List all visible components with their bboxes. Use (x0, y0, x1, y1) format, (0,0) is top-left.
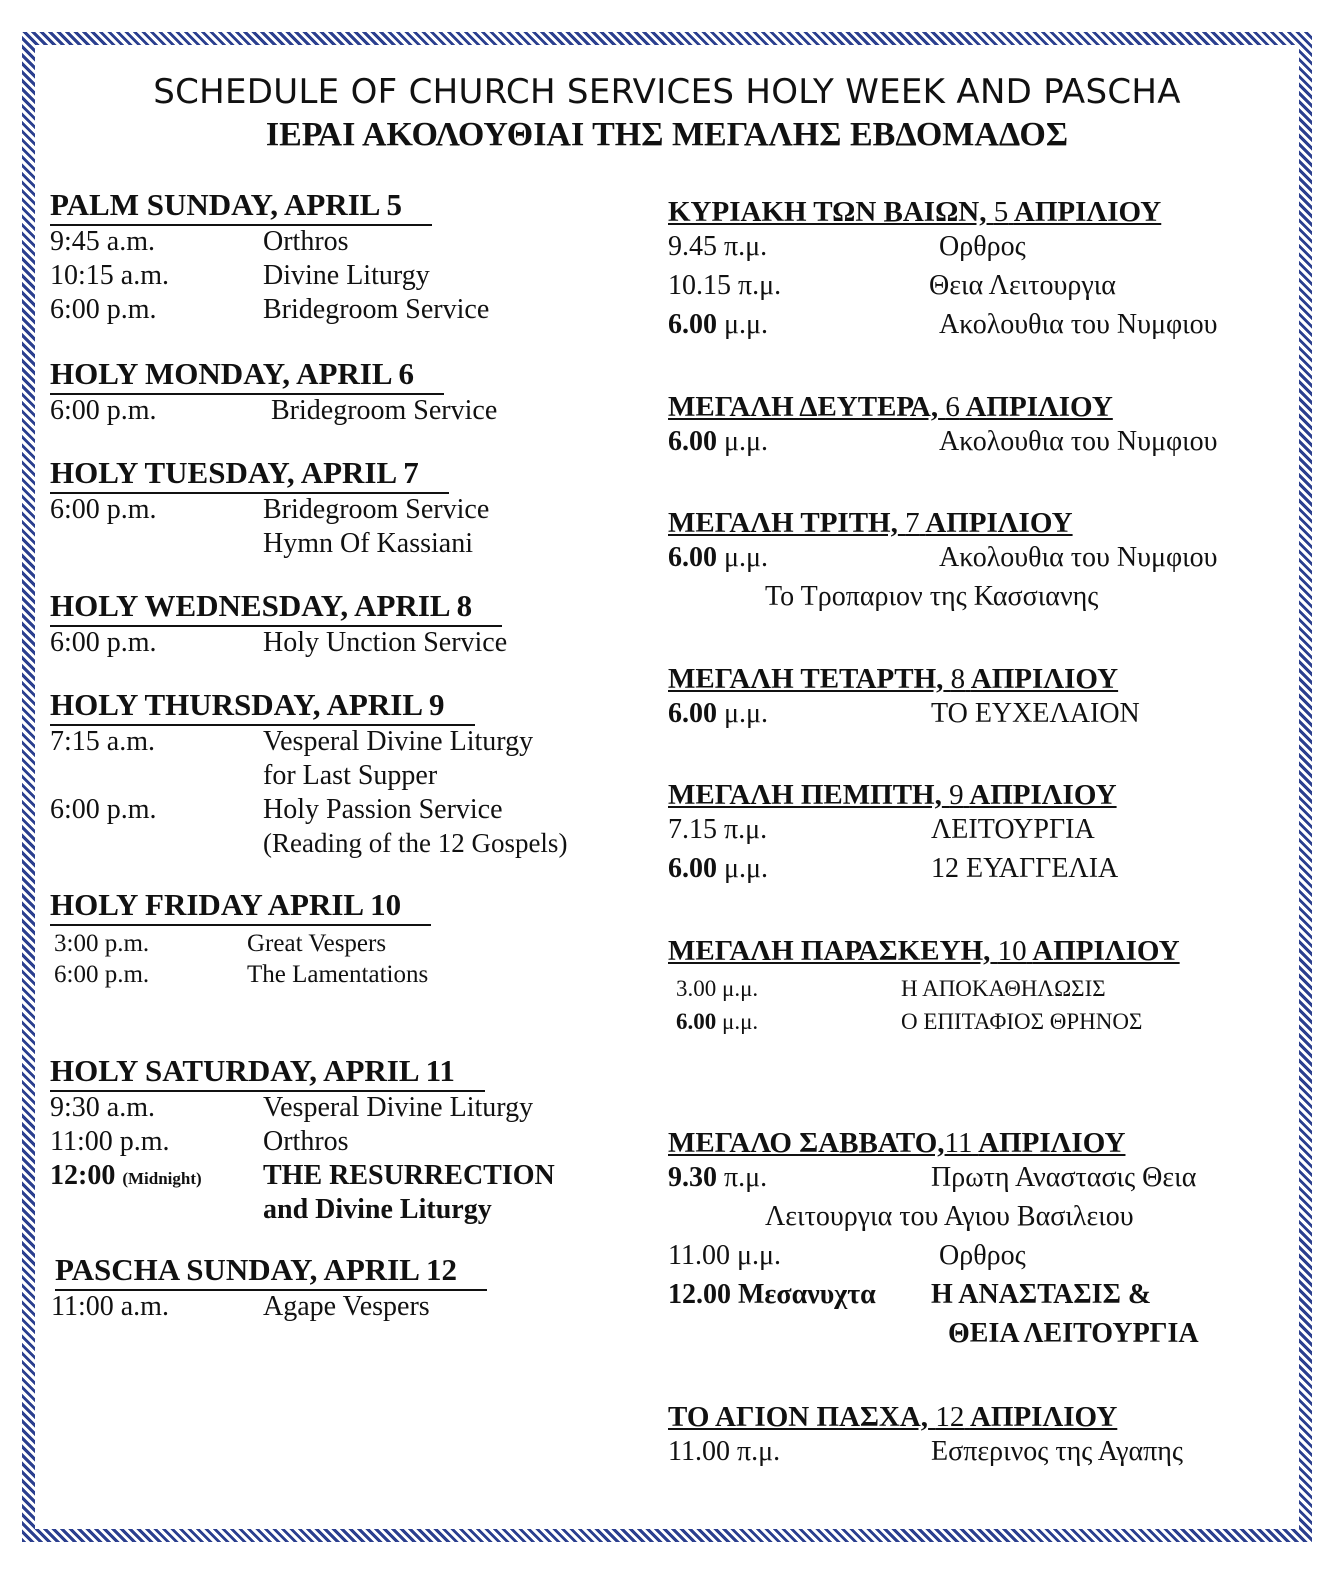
service-name: ΤΟ ΕΥΧΕΛΑΙΟΝ (931, 698, 1140, 729)
service-name: Ακολουθια του Νυμφιου (939, 542, 1218, 573)
section-megali-deftera (668, 388, 1218, 465)
service-time: 3.00 μ.μ. (676, 976, 759, 1001)
section-heading (668, 193, 1161, 231)
section-heading: HOLY TUESDAY, APRIL 7 (50, 454, 449, 494)
section-heading: ΜΕΓΑΛΗ ΤΡΙΤΗ, 7 ΑΠΡΙΛΙΟΥ (668, 507, 1073, 539)
service-time: 12.00 Μεσανυχτα (668, 1279, 876, 1310)
service-name: Great Vespers (247, 930, 387, 957)
service-name: The Lamentations (247, 961, 429, 988)
service-time: 11:00 a.m. (51, 1291, 169, 1322)
section-pascha-sunday (51, 1251, 487, 1325)
service-time: 6:00 p.m. (50, 395, 157, 426)
service-time: 6.00 μ.μ. (668, 309, 769, 340)
section-holy-friday (50, 886, 431, 992)
section-megali-paraskevi (668, 932, 1180, 1042)
section-agion-pascha (668, 1398, 1183, 1475)
section-heading: HOLY MONDAY, APRIL 6 (50, 355, 444, 395)
heading-day-name: ΚΥΡΙΑΚΗ ΤΩΝ ΒΑΙΩΝ, (668, 196, 987, 228)
section-heading: PALM SUNDAY, APRIL 5 (50, 186, 432, 226)
section-heading: ΤΟ ΑΓΙΟΝ ΠΑΣΧΑ, 12 ΑΠΡΙΛΙΟΥ (668, 1401, 1118, 1433)
service-time: 9:45 a.m. (50, 226, 155, 257)
service-time: 6.00 μ.μ. (668, 853, 769, 884)
section-heading: ΜΕΓΑΛΗ ΠΕΜΠΤΗ, 9 ΑΠΡΙΛΙΟΥ (668, 779, 1117, 811)
midnight-time: 12:00 (50, 1160, 116, 1191)
section-holy-tuesday (50, 454, 490, 562)
service-time: 6.00 μ.μ. (668, 542, 769, 573)
service-name: Divine Liturgy (263, 260, 430, 291)
section-kyriaki-vaion (668, 193, 1218, 348)
service-time: 9.45 π.μ. (668, 231, 768, 262)
service-time: 6:00 p.m. (50, 494, 157, 525)
section-megalo-savvato (668, 1124, 1199, 1357)
service-time: 3:00 p.m. (54, 930, 150, 957)
section-holy-saturday (50, 1052, 555, 1228)
service-name: Λειτουργια του Αγιου Βασιλειου (765, 1201, 1134, 1232)
service-time: 10.15 π.μ. (668, 270, 782, 301)
section-megali-pempti (668, 776, 1117, 892)
service-time: 7.15 π.μ. (668, 814, 768, 845)
service-time: 7:15 a.m. (50, 726, 155, 757)
service-name: ΛΕΙΤΟΥΡΓΙΑ (931, 814, 1095, 845)
section-heading: HOLY SATURDAY, APRIL 11 (50, 1052, 485, 1092)
service-time: 9:30 a.m. (50, 1092, 155, 1123)
service-name: Orthros (263, 1126, 349, 1157)
service-name: 12 ΕΥΑΓΓΕΛΙΑ (931, 853, 1119, 884)
service-name: (Reading of the 12 Gospels) (263, 828, 568, 858)
service-name: Ο ΕΠΙΤΑΦΙΟΣ ΘΡΗΝΟΣ (901, 1009, 1143, 1034)
service-time: 11.00 μ.μ. (668, 1240, 781, 1271)
service-time: 11:00 p.m. (50, 1126, 170, 1157)
section-heading: ΜΕΓΑΛΟ ΣΑΒΒΑΤΟ,11 ΑΠΡΙΛΙΟΥ (668, 1127, 1126, 1159)
service-name: Vesperal Divine Liturgy (263, 726, 534, 757)
service-name: Ακολουθια του Νυμφιου (939, 309, 1218, 340)
service-time: 6:00 p.m. (50, 627, 157, 658)
service-name: Η ΑΝΑΣΤΑΣΙΣ & (931, 1279, 1152, 1310)
service-time: 6:00 p.m. (50, 294, 157, 325)
service-name: Bridegroom Service (263, 294, 490, 325)
service-time: 6.00 μ.μ. (668, 698, 769, 729)
service-name: Πρωτη Αναστασις Θεια (931, 1162, 1197, 1193)
service-name: Θεια Λειτουργια (929, 270, 1116, 301)
page-title-english: SCHEDULE OF CHURCH SERVICES HOLY WEEK AND PASCHA (153, 72, 1181, 112)
service-name: Bridegroom Service (263, 494, 490, 525)
service-name: and Divine Liturgy (263, 1194, 492, 1225)
section-holy-monday (50, 355, 498, 429)
section-megali-tetarti (668, 660, 1140, 737)
section-heading: ΜΕΓΑΛΗ ΤΕΤΑΡΤΗ, 8 ΑΠΡΙΛΙΟΥ (668, 663, 1119, 695)
service-name: Holy Unction Service (263, 627, 508, 658)
service-name: Ορθρος (939, 1240, 1026, 1271)
service-name: Ορθρος (939, 231, 1026, 262)
service-time (50, 1160, 202, 1192)
service-name: Holy Passion Service (263, 794, 503, 825)
service-name: Vesperal Divine Liturgy (263, 1092, 534, 1123)
service-time: 6:00 p.m. (50, 794, 157, 825)
service-time: 6:00 p.m. (54, 961, 150, 988)
section-palm-sunday (50, 186, 490, 328)
service-time: 11.00 π.μ. (668, 1436, 781, 1467)
midnight-note: (Midnight) (122, 1169, 202, 1188)
heading-date: 5 (993, 196, 1009, 228)
service-time: 9.30 π.μ. (668, 1162, 768, 1193)
section-holy-wednesday (50, 587, 508, 661)
service-name: Agape Vespers (263, 1291, 430, 1322)
service-name: Το Τροπαριον της Κασσιανης (765, 581, 1099, 612)
service-name: Εσπερινος της Αγαπης (931, 1436, 1183, 1467)
service-time: 6.00 μ.μ. (676, 1009, 759, 1034)
section-heading: HOLY WEDNESDAY, APRIL 8 (50, 587, 502, 627)
section-megali-triti (668, 504, 1218, 620)
service-time: 6.00 μ.μ. (668, 426, 769, 457)
service-name: Hymn Of Kassiani (263, 528, 473, 559)
service-name: Ακολουθια του Νυμφιου (939, 426, 1218, 457)
service-name: Bridegroom Service (271, 395, 498, 426)
section-heading: PASCHA SUNDAY, APRIL 12 (55, 1251, 487, 1291)
section-heading: HOLY FRIDAY APRIL 10 (50, 886, 431, 926)
section-heading: ΜΕΓΑΛΗ ΔΕΥΤΕΡΑ, 6 ΑΠΡΙΛΙΟΥ (668, 391, 1113, 423)
service-name: ΘΕΙΑ ΛΕΙΤΟΥΡΓΙΑ (948, 1318, 1199, 1349)
heading-month: ΑΠΡΙΛΙΟΥ (1013, 196, 1162, 228)
section-holy-thursday (50, 686, 568, 862)
service-name: Orthros (263, 226, 349, 257)
service-name: for Last Supper (263, 760, 438, 791)
service-time: 10:15 a.m. (50, 260, 169, 291)
page-title-greek: ΙΕΡΑΙ ΑΚΟΛΟΥΘΙΑΙ ΤΗΣ ΜΕΓΑΛΗΣ ΕΒΔΟΜΑΔΟΣ (265, 116, 1069, 153)
service-name: THE RESURRECTION (263, 1160, 555, 1191)
section-heading: HOLY THURSDAY, APRIL 9 (50, 686, 475, 726)
service-name: Η ΑΠΟΚΑΘΗΛΩΣΙΣ (901, 976, 1106, 1001)
section-heading: ΜΕΓΑΛΗ ΠΑΡΑΣΚΕΥΗ, 10 ΑΠΡΙΛΙΟΥ (668, 935, 1180, 967)
